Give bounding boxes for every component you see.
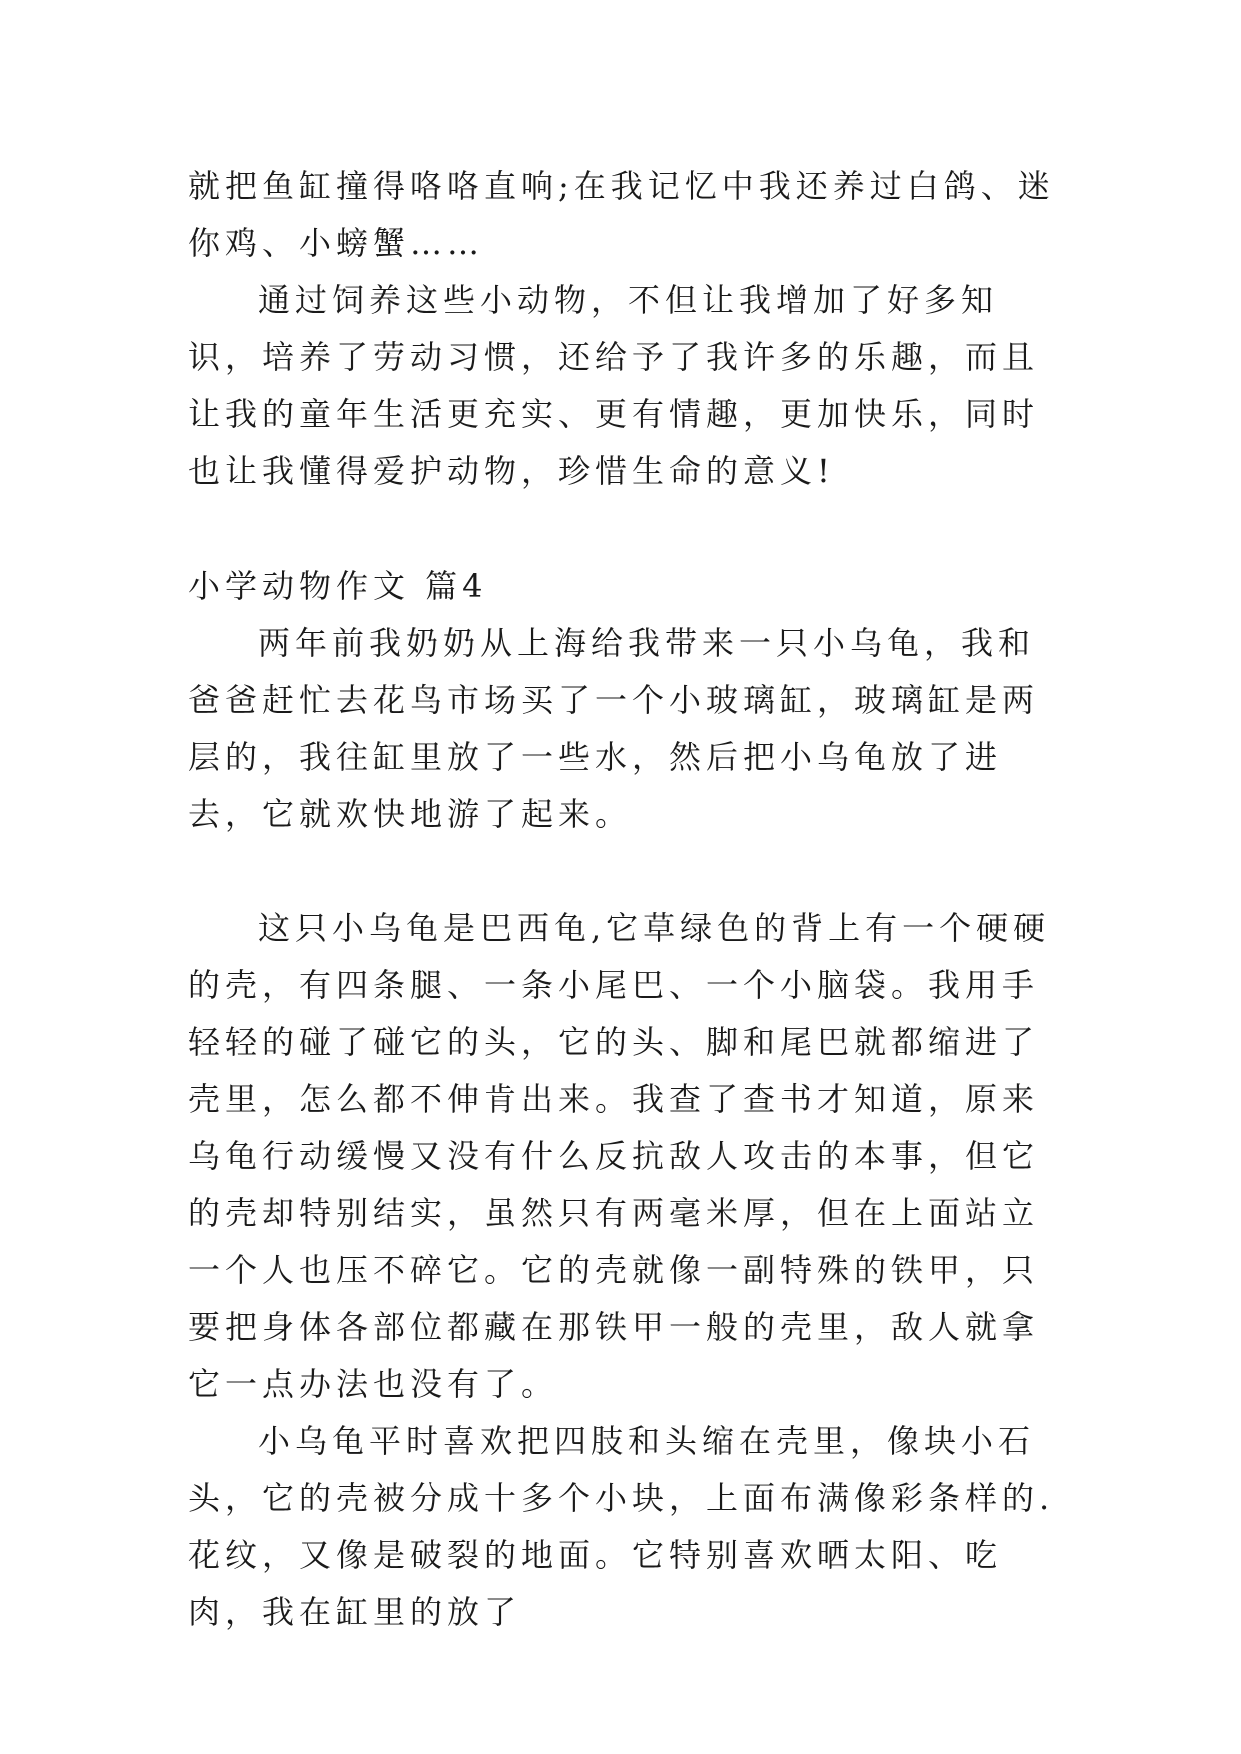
body-paragraph-2: 这只小乌龟是巴西龟,它草绿色的背上有一个硬硬的壳，有四条腿、一条小尾巴、一个小脑袋。我用手轻轻的碰了碰它的头，它的头、脚和尾巴就都缩进了壳里，怎么都不伸肯出来。我查了查书才知道，原来乌龟行动缓慢又没有什么反抗敌人攻击的本事，但它的壳却特别结实，虽然只有两毫米厚，但在上面站立一个人也压不碎它。它的壳就像一副特殊的铁甲，只要把身体各部位都藏在那铁甲一般的壳里，敌人就拿它一点办法也没有了。 <box>188 909 1051 1403</box>
text-block-bottom <box>188 900 1068 1641</box>
section-heading: 小学动物作文 篇4 <box>188 567 488 605</box>
closing-paragraph: 通过饲养这些小动物，不但让我增加了好多知识，培养了劳动习惯，还给予了我许多的乐趣，而且让我的童年生活更充实、更有情趣，更加快乐，同时也让我懂得爱护动物，珍惜生命的意义! <box>188 281 1040 490</box>
text-block-section <box>188 558 1068 843</box>
body-paragraph-1: 两年前我奶奶从上海给我带来一只小乌龟，我和爸爸赶忙去花鸟市场买了一个小玻璃缸，玻璃缸是两层的，我往缸里放了一些水，然后把小乌龟放了进去，它就欢快地游了起来。 <box>188 624 1040 833</box>
body-paragraph-3: 小乌龟平时喜欢把四肢和头缩在壳里，像块小石头，它的壳被分成十多个小块，上面布满像彩条样的.花纹，又像是破裂的地面。它特别喜欢晒太阳、吃肉，我在缸里的放了 <box>188 1422 1055 1631</box>
continuation-paragraph: 就把鱼缸撞得咯咯直响;在我记忆中我还养过白鸽、迷你鸡、小螃蟹…… <box>188 167 1055 262</box>
text-block-top <box>188 158 1068 500</box>
